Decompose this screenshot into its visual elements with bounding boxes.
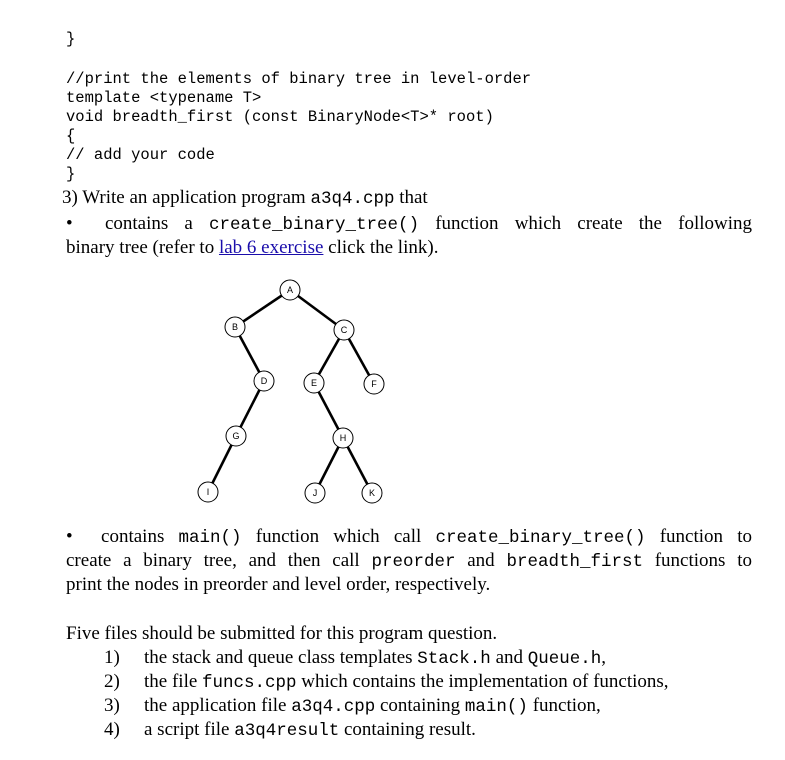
bullet1-line2-suffix: click the link). — [323, 237, 439, 258]
submission-intro: Five files should be submitted for this program question. — [66, 623, 498, 644]
heading-prefix: 3) Write an application program — [62, 187, 311, 208]
bullet-2-line-2 — [66, 549, 752, 574]
bullet1-line2-prefix: binary tree (refer to — [66, 237, 219, 258]
item-text: the stack and queue class templates — [144, 647, 418, 668]
bullet-2-line-1 — [66, 525, 752, 550]
bullet-2-line-3: print the nodes in preorder and level order, respectively. — [66, 574, 491, 595]
code-line-6: { — [66, 127, 76, 145]
item-number: 2) — [104, 671, 120, 692]
item-text: a script file — [144, 719, 235, 740]
question-heading — [62, 186, 428, 211]
item-text: containing result. — [339, 719, 476, 740]
tree-label-c: C — [340, 325, 348, 335]
bullet-dot-icon: • — [66, 213, 73, 234]
bullet1-prefix: contains a — [104, 213, 210, 234]
stack-h-file: Stack.h — [417, 649, 491, 669]
item-number: 1) — [104, 647, 120, 668]
tree-label-j: J — [312, 488, 318, 498]
main-func-ref: main() — [464, 697, 528, 717]
bullet-1-line-1 — [66, 212, 752, 237]
code-line-1: } — [66, 30, 76, 48]
queue-h-file: Queue.h — [527, 649, 602, 669]
code-line-4: template <typename T> — [66, 89, 262, 107]
tree-label-d: D — [260, 376, 268, 386]
tree-label-k: K — [368, 488, 376, 498]
bullet-dot-icon: • — [66, 526, 73, 547]
item-number: 4) — [104, 719, 120, 740]
tree-label-f: F — [371, 379, 377, 389]
bullet2-text-c: function which call — [255, 526, 436, 547]
submission-item-2 — [104, 670, 669, 695]
tree-label-b: B — [231, 322, 239, 332]
bullet2-text-a: contains — [101, 526, 179, 547]
code-line-5: void breadth_first (const BinaryNode<T>* root) — [66, 108, 494, 126]
create-tree-func: create_binary_tree() — [435, 528, 646, 548]
heading-suffix: that — [394, 187, 428, 208]
item-text: the application file — [144, 695, 292, 716]
a3q4result-file: a3q4result — [234, 721, 340, 741]
tree-label-a: A — [286, 285, 294, 295]
tree-label-h: H — [339, 433, 347, 443]
tree-label-e: E — [310, 378, 318, 388]
code-line-8: } — [66, 165, 76, 183]
item-text: containing — [375, 695, 465, 716]
code-line-7: // add your code — [66, 146, 215, 164]
funcs-cpp-file: funcs.cpp — [202, 673, 297, 693]
binary-tree-diagram — [180, 270, 410, 515]
tree-label-g: G — [232, 431, 240, 441]
preorder-func: preorder — [371, 552, 456, 572]
a3q4-cpp-file: a3q4.cpp — [291, 697, 376, 717]
item-text: and — [490, 647, 528, 668]
code-line-3: //print the elements of binary tree in level-order — [66, 70, 532, 88]
submission-item-1 — [104, 646, 606, 671]
submission-item-3 — [104, 694, 601, 719]
item-text: , — [601, 647, 607, 668]
bullet1-suffix: function which create the following — [435, 213, 753, 234]
item-text: the file — [144, 671, 203, 692]
item-text: function, — [527, 695, 601, 716]
item-text: which contains the implementation of functions, — [296, 671, 669, 692]
lab6-exercise-link[interactable]: lab 6 exercise — [218, 237, 324, 258]
submission-item-4 — [104, 718, 476, 743]
bullet1-func: create_binary_tree() — [209, 215, 420, 235]
main-func: main() — [178, 528, 242, 548]
bullet2-text-e: function to — [659, 526, 752, 547]
item-number: 3) — [104, 695, 120, 716]
bullet2-l2-c: and — [467, 550, 507, 571]
breadth-first-func: breadth_first — [506, 552, 643, 572]
tree-label-i: I — [206, 487, 210, 497]
heading-file: a3q4.cpp — [310, 189, 395, 209]
bullet2-l2-e: functions to — [654, 550, 752, 571]
bullet-1-line-2 — [66, 236, 438, 260]
bullet2-l2-a: create a binary tree, and then call — [66, 550, 372, 571]
